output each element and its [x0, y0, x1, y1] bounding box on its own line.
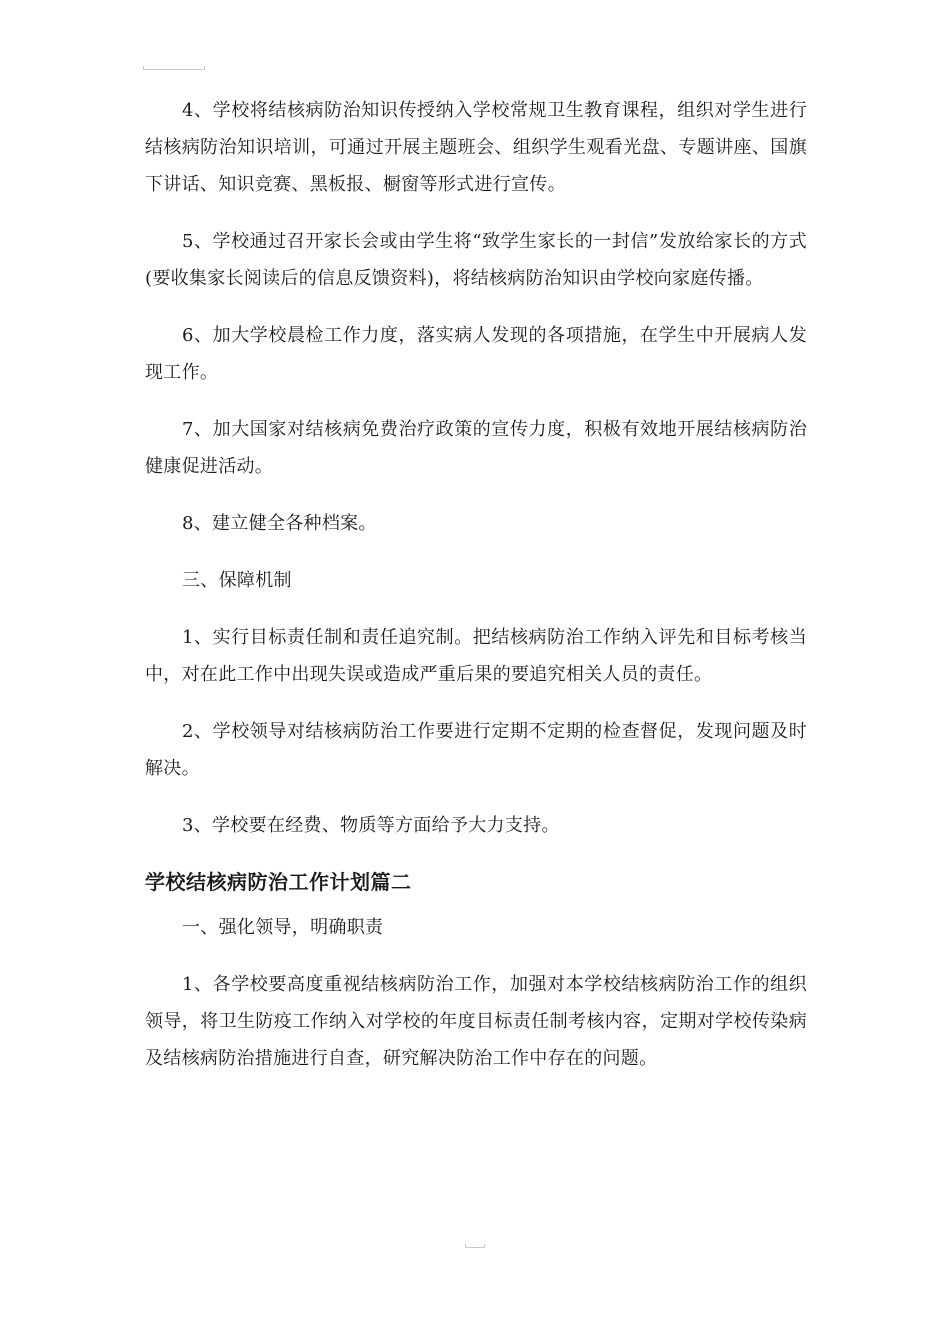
paragraph-leadership-1: 1、各学校要高度重视结核病防治工作，加强对本学校结核病防治工作的组织领导，将卫生防疫工作纳入对学校的年度目标责任制考核内容，定期对学校传染病及结核病防治措施进行自查，研究解决防治工作中存在的问题。: [145, 974, 807, 1069]
paragraph-safeguard-2: 2、学校领导对结核病防治工作要进行定期不定期的检查督促，发现问题及时解决。: [145, 721, 807, 779]
paragraph-item-6: 6、加大学校晨检工作力度，落实病人发现的各项措施，在学生中开展病人发现工作。: [145, 325, 807, 383]
paragraph-safeguard-1: 1、实行目标责任制和责任追究制。把结核病防治工作纳入评先和目标考核当中，对在此工作中出现失误或造成严重后果的要追究相关人员的责任。: [145, 627, 807, 685]
paragraph-item-5: 5、学校通过召开家长会或由学生将“致学生家长的一封信”发放给家长的方式(要收集家长阅读后的信息反馈资料)，将结核病防治知识由学校向家庭传播。: [145, 231, 807, 289]
page-footer-mark: [465, 1244, 485, 1248]
paragraph-safeguard-3: 3、学校要在经费、物质等方面给予大力支持。: [182, 815, 560, 836]
section-title: 学校结核病防治工作计划篇二: [145, 870, 412, 894]
subheading-safeguard-mechanism: 三、保障机制: [182, 570, 292, 591]
page-header-mark: [143, 66, 205, 70]
paragraph-item-8: 8、建立健全各种档案。: [182, 513, 377, 534]
document-body: [145, 92, 807, 1097]
paragraph-item-7: 7、加大国家对结核病免费治疗政策的宣传力度，积极有效地开展结核病防治健康促进活动。: [145, 419, 807, 477]
paragraph-item-4: 4、学校将结核病防治知识传授纳入学校常规卫生教育课程，组织对学生进行结核病防治知识培训，可通过开展主题班会、组织学生观看光盘、专题讲座、国旗下讲话、知识竞赛、黑板报、橱窗等形式进行宣传。: [145, 100, 807, 195]
subheading-leadership: 一、强化领导，明确职责: [182, 917, 384, 938]
